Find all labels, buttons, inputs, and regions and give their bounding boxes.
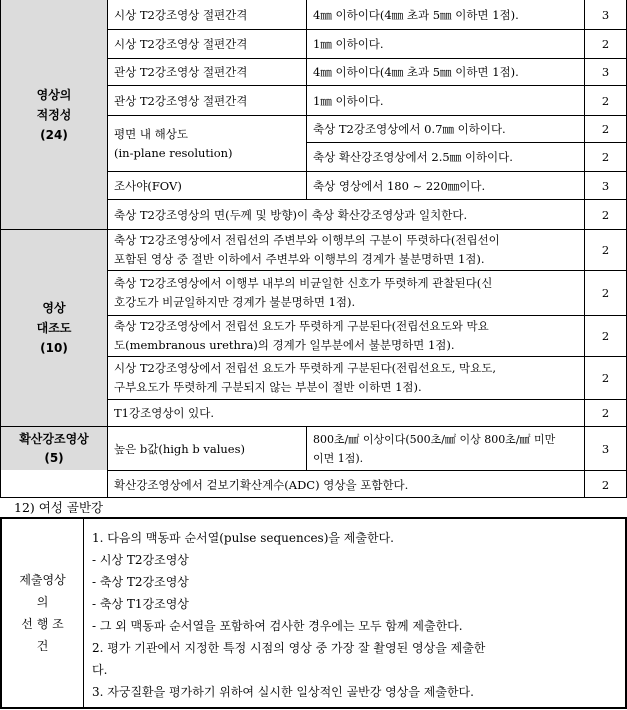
- row3-criterion: 4㎜ 이하이다(4㎜ 초과 5㎜ 이하면 1점).: [313, 65, 519, 79]
- grid-v-score: [584, 0, 585, 498]
- contrast-row-3-line1: 축상 T2강조영상에서 전립선 요도가 뚜렷하게 구분된다(전립선요도와 막요: [114, 319, 489, 333]
- submission-table: [0, 517, 627, 709]
- contrast-row-2: [108, 271, 584, 315]
- row4-score: 2: [601, 93, 610, 108]
- category-dwi-points: (5): [44, 450, 64, 465]
- inplane-item-line2: (in-plane resolution): [114, 146, 233, 160]
- grid-v-category: [107, 0, 108, 498]
- grid-h: [107, 199, 627, 200]
- contrast-row-3-score: 2: [601, 329, 610, 343]
- contrast-row-1-line1: 축상 T2강조영상에서 전립선의 주변부와 이행부의 구분이 뚜렷하다(전립선이: [114, 233, 500, 247]
- dwi-score: 3: [601, 441, 610, 456]
- grid-v-left: [0, 0, 1, 498]
- grid-h-bottom: [0, 497, 627, 498]
- adc-text: 확산강조영상에서 겉보기확산계수(ADC) 영상을 포함한다.: [114, 477, 409, 492]
- submission-label: [2, 519, 84, 707]
- submission-line: 2. 평가 기관에서 지정한 특정 시점의 영상 중 가장 잘 촬영된 영상을 제출한: [92, 641, 486, 655]
- row3-item: 관상 T2강조영상 절편간격: [114, 65, 248, 79]
- contrast-row-2-line1: 축상 T2강조영상에서 이행부 내부의 비균일한 신호가 뚜렷하게 관찰된다(신: [114, 276, 493, 290]
- row1-item: 시상 T2강조영상 절편간격: [114, 7, 248, 22]
- inplane-criterion-1: 축상 T2강조영상에서 0.7㎜ 이하이다.: [313, 122, 506, 136]
- grid-h: [107, 115, 627, 116]
- row4-item: 관상 T2강조영상 절편간격: [114, 93, 248, 108]
- contrast-row-5-score: 2: [601, 406, 610, 420]
- grid-h-section: [0, 426, 627, 427]
- row3-score: 3: [601, 65, 610, 79]
- submission-line: - 시상 T2강조영상: [92, 553, 189, 567]
- grid-v-item-2: [306, 427, 307, 470]
- contrast-row-4-line2: 구부요도가 뚜렷하게 구분되지 않는 부분이 절반 이하면 1점).: [114, 380, 422, 394]
- inplane-score-1: 2: [601, 122, 610, 136]
- category-contrast: [1, 230, 107, 426]
- contrast-row-4: [108, 357, 584, 399]
- category-contrast-line2: 대조도: [36, 321, 72, 335]
- contrast-row-3: [108, 316, 584, 356]
- submission-line: - 그 외 맥동파 순서열을 포함하여 검사한 경우에는 모두 함께 제출한다.: [92, 619, 463, 633]
- category-adequacy-points: (24): [40, 127, 68, 142]
- submission-line: - 축상 T2강조영상: [92, 575, 189, 589]
- grid-h: [107, 58, 627, 59]
- category-contrast-points: (10): [40, 341, 68, 355]
- grid-h: [107, 85, 627, 86]
- grid-h: [107, 399, 627, 400]
- row4-criterion: 1㎜ 이하이다.: [313, 93, 384, 108]
- contrast-row-4-line1: 시상 T2강조영상에서 전립선 요도가 뚜렷하게 구분된다(전립선요도, 막요도,: [114, 361, 496, 375]
- dwi-criterion: [307, 427, 584, 470]
- dwi-criterion-line1: 800초/㎟ 이상이다(500초/㎟ 이상 800초/㎟ 미만: [313, 432, 556, 446]
- adc-score: 2: [601, 477, 610, 492]
- grid-h: [107, 470, 627, 471]
- fov-criterion: 축상 영상에서 180 ~ 220㎜이다.: [313, 178, 486, 193]
- inplane-criterion-2: 축상 확산강조영상에서 2.5㎜ 이하이다.: [313, 150, 513, 164]
- submission-label-line3: 선 행 조: [21, 617, 64, 631]
- fov-score: 3: [601, 178, 610, 193]
- submission-line: 3. 자궁질환을 평가하기 위하여 실시한 일상적인 골반강 영상을 제출한다.: [92, 685, 474, 699]
- contrast-row-5: T1강조영상이 있다.: [114, 406, 215, 420]
- submission-line: 다.: [92, 663, 108, 677]
- grid-h: [107, 29, 627, 30]
- grid-h: [306, 142, 627, 143]
- submission-line: 1. 다음의 맥동파 순서열(pulse sequences)을 제출한다.: [92, 531, 394, 545]
- row1-score: 3: [601, 7, 610, 22]
- category-adequacy-line1: 영상의: [36, 87, 72, 102]
- contrast-row-1-line2: 포함된 영상 중 절반 이하에서 주변부와 이행부의 경계가 불분명하면 1점).: [114, 252, 485, 266]
- submission-content: [92, 527, 622, 703]
- grid-h: [107, 171, 627, 172]
- grid-h-section: [0, 229, 627, 230]
- fov-item: 조사야(FOV): [114, 178, 182, 193]
- consistency-score: 2: [601, 207, 610, 222]
- category-contrast-line1: 영상: [42, 301, 66, 315]
- dwi-criterion-line2: 이면 1점).: [313, 451, 364, 465]
- row2-criterion: 1㎜ 이하이다.: [313, 37, 384, 51]
- category-adequacy-line2: 적정성: [36, 107, 72, 122]
- consistency-text: 축상 T2강조영상의 면(두께 및 방향)이 축상 확산강조영상과 일치한다.: [114, 207, 468, 222]
- contrast-row-3-line2: 도(membranous urethra)의 경계가 일부분에서 불분명하면 1점).: [114, 338, 455, 352]
- contrast-row-2-score: 2: [601, 286, 610, 300]
- submission-label-line1: 제출영상: [19, 573, 66, 587]
- submission-label-line4: 건: [36, 639, 49, 653]
- section-title: 12) 여성 골반강: [14, 500, 104, 515]
- contrast-row-1-score: 2: [601, 243, 610, 257]
- submission-label-line2: 의: [36, 595, 49, 609]
- row2-item: 시상 T2강조영상 절편간격: [114, 37, 248, 51]
- inplane-item: [108, 116, 306, 172]
- inplane-score-2: 2: [601, 150, 610, 164]
- grid-h: [107, 270, 627, 271]
- submission-line: - 축상 T1강조영상: [92, 597, 189, 611]
- grid-h: [107, 315, 627, 316]
- contrast-row-4-score: 2: [601, 371, 610, 385]
- category-dwi-line1: 확산강조영상: [19, 431, 89, 446]
- contrast-row-1: [108, 230, 584, 270]
- category-dwi: [1, 427, 107, 470]
- grid-h: [107, 356, 627, 357]
- dwi-item: 높은 b값(high b values): [114, 441, 245, 456]
- row1-criterion: 4㎜ 이하이다(4㎜ 초과 5㎜ 이하면 1점).: [313, 7, 519, 22]
- inplane-item-line1: 평면 내 해상도: [114, 127, 188, 141]
- contrast-row-2-line2: 호강도가 비균일하지만 경계가 불분명하면 1점).: [114, 295, 356, 309]
- category-adequacy: [1, 0, 107, 229]
- row2-score: 2: [601, 37, 610, 51]
